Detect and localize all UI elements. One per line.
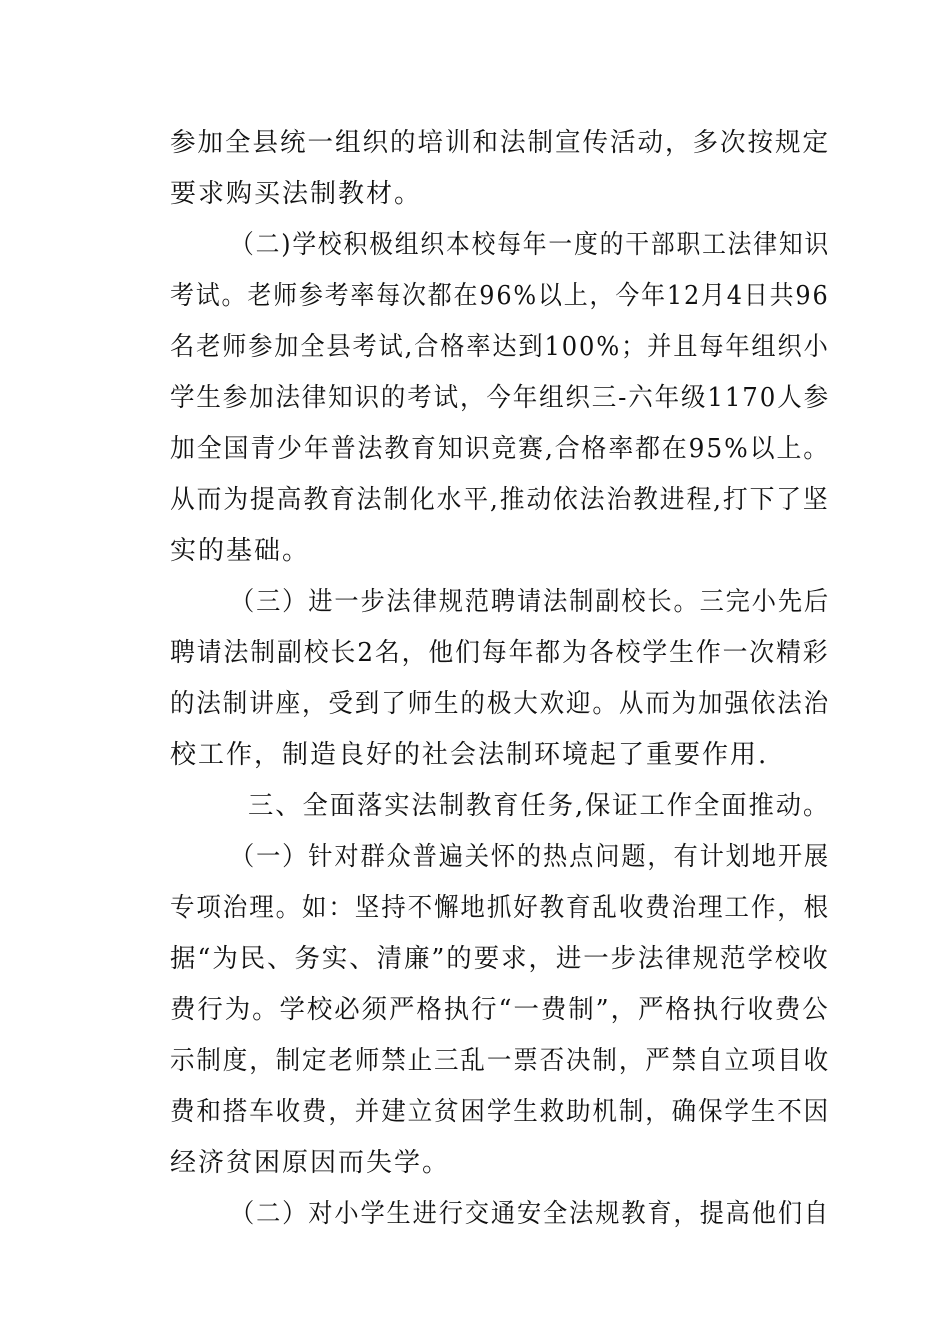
text-line: 加全国青少年普法教育知识竞赛,合格率都在95%以上。 bbox=[170, 434, 831, 464]
section-heading: 三、全面落实法制教育任务,保证工作全面推动。 bbox=[248, 791, 831, 821]
text-line: 示制度，制定老师禁止三乱一票否决制，严禁自立项目收 bbox=[170, 1046, 831, 1076]
text-line: 专项治理。如：坚持不懈地抓好教育乱收费治理工作，根 bbox=[170, 893, 831, 923]
paragraph-start: （三）进一步法律规范聘请法制副校长。三完小先后 bbox=[230, 587, 831, 617]
text-line: 参加全县统一组织的培训和法制宣传活动，多次按规定 bbox=[170, 128, 830, 158]
text-line: 费行为。学校必须严格执行“一费制”，严格执行收费公 bbox=[170, 995, 830, 1025]
text-line: 聘请法制副校长2名，他们每年都为各校学生作一次精彩 bbox=[170, 638, 830, 668]
text-line: 经济贫困原因而失学。 bbox=[170, 1148, 451, 1178]
paragraph-start: （二）对小学生进行交通安全法规教育，提高他们自 bbox=[230, 1199, 831, 1229]
text-line: 名老师参加全县考试,合格率达到100%；并且每年组织小 bbox=[170, 332, 830, 362]
text-line: 实的基础。 bbox=[170, 536, 311, 566]
text-line: 据“为民、务实、清廉”的要求，进一步法律规范学校收 bbox=[170, 944, 830, 974]
paragraph-start: （二)学校积极组织本校每年一度的干部职工法律知识 bbox=[230, 230, 831, 260]
text-line: 从而为提高教育法制化水平,推动依法治教进程,打下了坚 bbox=[170, 485, 830, 515]
text-line: 要求购买法制教材。 bbox=[170, 179, 423, 209]
text-line: 费和搭车收费，并建立贫困学生救助机制，确保学生不因 bbox=[170, 1097, 831, 1127]
text-line: 校工作，制造良好的社会法制环境起了重要作用. bbox=[170, 740, 769, 770]
text-line: 学生参加法律知识的考试，今年组织三-六年级1170人参 bbox=[170, 383, 830, 413]
text-line: 的法制讲座，受到了师生的极大欢迎。从而为加强依法治 bbox=[170, 689, 831, 719]
text-line: 考试。老师参考率每次都在96%以上，今年12月4日共96 bbox=[170, 281, 830, 311]
paragraph-start: （一）针对群众普遍关怀的热点问题，有计划地开展 bbox=[230, 842, 831, 872]
